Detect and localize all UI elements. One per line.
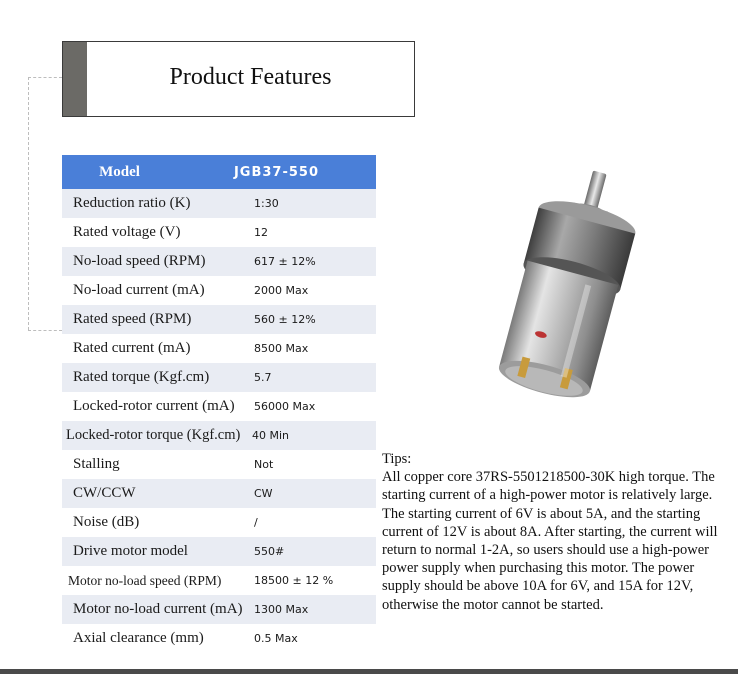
row-value: 56000 Max xyxy=(254,400,316,413)
spec-table-header xyxy=(62,155,376,189)
table-row xyxy=(62,276,376,305)
row-label: No-load current (mA) xyxy=(73,282,205,298)
table-row xyxy=(62,595,376,624)
row-label: Stalling xyxy=(73,456,120,472)
table-row xyxy=(62,247,376,276)
table-row xyxy=(62,305,376,334)
page-title: Product Features xyxy=(169,64,332,90)
row-label: No-load speed (RPM) xyxy=(73,253,206,269)
row-label: Drive motor model xyxy=(73,543,188,559)
title-box xyxy=(62,41,415,117)
row-value: 550# xyxy=(254,545,285,558)
decorative-dash xyxy=(28,330,62,331)
table-row xyxy=(62,537,376,566)
row-label: Noise (dB) xyxy=(73,514,140,530)
row-value: 617 ± 12% xyxy=(254,255,316,268)
table-row xyxy=(62,334,376,363)
decorative-dash xyxy=(28,77,62,78)
decorative-dash xyxy=(28,77,29,330)
title-accent-bar xyxy=(63,42,87,116)
row-label: Locked-rotor current (mA) xyxy=(73,398,235,414)
header-value: JGB37-550 xyxy=(233,164,320,180)
header-label: Model xyxy=(99,163,140,180)
table-row xyxy=(62,479,376,508)
table-row xyxy=(62,450,376,479)
table-row xyxy=(62,624,376,653)
row-value: Not xyxy=(254,458,274,471)
tips-block xyxy=(382,450,734,614)
tips-label: Tips: xyxy=(382,451,412,467)
table-row xyxy=(62,189,376,218)
row-value: / xyxy=(254,516,258,529)
row-label: Rated torque (Kgf.cm) xyxy=(73,369,210,385)
row-value: 560 ± 12% xyxy=(254,313,316,326)
table-row xyxy=(62,392,376,421)
row-value: 40 Min xyxy=(252,429,290,442)
table-row xyxy=(62,363,376,392)
row-label: Reduction ratio (K) xyxy=(73,195,191,211)
row-label: CW/CCW xyxy=(73,485,136,501)
row-value: 1:30 xyxy=(254,197,279,210)
row-value: 1300 Max xyxy=(254,603,309,616)
table-row xyxy=(62,508,376,537)
row-label: Rated voltage (V) xyxy=(73,224,181,240)
tips-text: All copper core 37RS-5501218500-30K high torque. The starting current of a high-power motor is relatively large. The starting current of 6V is about 5A, and the starting current of 12V is about 8A. After starting, the current will return to normal 1-2A, so users should use a high-power power supply when purchasing this motor. The power supply should be above 10A for 6V, and 15A for 12V, otherwise the motor cannot be started. xyxy=(382,469,718,613)
bottom-rule xyxy=(0,669,738,674)
motor-image xyxy=(432,160,702,430)
row-label: Locked-rotor torque (Kgf.cm) xyxy=(66,427,241,443)
row-label: Rated current (mA) xyxy=(73,340,191,356)
spec-table-body xyxy=(62,189,376,653)
row-value: CW xyxy=(254,487,273,500)
table-row xyxy=(62,566,376,595)
table-row xyxy=(62,421,376,450)
row-value: 18500 ± 12 % xyxy=(254,574,334,587)
spec-table xyxy=(62,155,376,653)
row-label: Axial clearance (mm) xyxy=(73,630,204,646)
row-value: 0.5 Max xyxy=(254,632,298,645)
row-label: Motor no-load current (mA) xyxy=(73,601,243,617)
row-value: 5.7 xyxy=(254,371,272,384)
row-label: Motor no-load speed (RPM) xyxy=(68,572,222,588)
row-value: 2000 Max xyxy=(254,284,309,297)
row-value: 12 xyxy=(254,226,268,239)
row-label: Rated speed (RPM) xyxy=(73,311,192,327)
row-value: 8500 Max xyxy=(254,342,309,355)
table-row xyxy=(62,218,376,247)
